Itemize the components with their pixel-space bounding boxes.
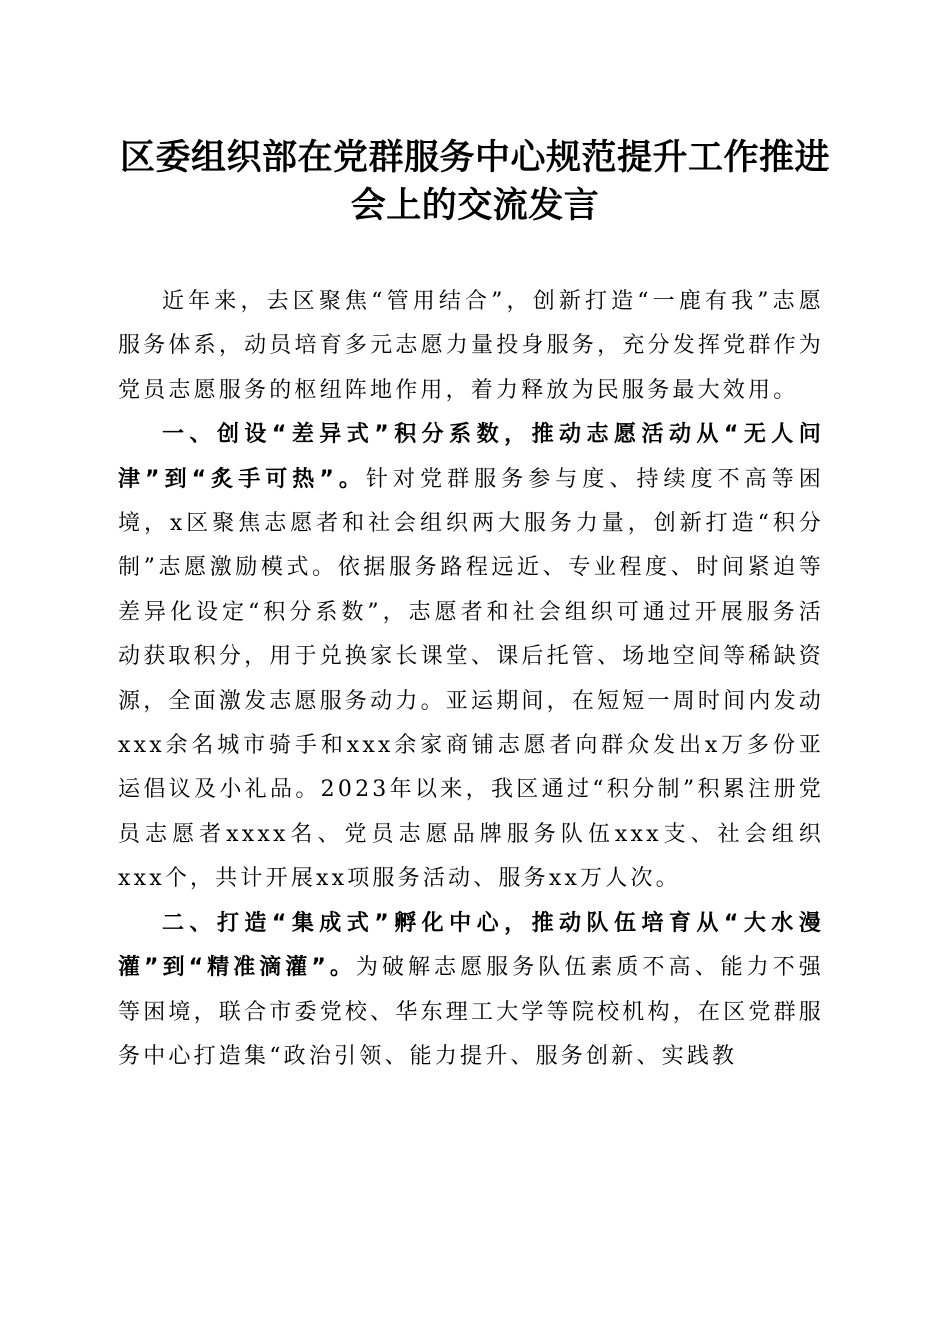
intro-paragraph <box>118 280 824 413</box>
document-title: 区委组织部在党群服务中心规范提升工作推进会上的交流发言 <box>119 137 830 226</box>
section-one-paragraph <box>118 413 824 901</box>
section-one-heading: 一、创设“差异式”积分系数，推动志愿活动从“无人问津”到“炙手可热”。 <box>118 422 824 492</box>
document-body <box>118 280 824 1079</box>
section-two-heading: 二、打造“集成式”孵化中心，推动队伍培育从“大水漫灌”到“精准滴灌”。 <box>118 910 824 981</box>
section-two-paragraph <box>118 902 824 1080</box>
paragraph-text: 为破解志愿服务队伍素质不高、能力不强等困境，联合市委党校、华东理工大学等院校机构，在区党群服务中心打造集“政治引领、能力提升、服务创新、实践教 <box>118 955 824 1069</box>
paragraph-text: 针对党群服务参与度、持续度不高等困境，x区聚焦志愿者和社会组织两大服务力量，创新打造“积分制”志愿激励模式。依据服务路程远近、专业程度、时间紧迫等差异化设定“积分系数”，志愿者和社会组织可通过开展服务活动获取积分，用于兑换家长课堂、课后托管、场地空间等稀缺资源，全面激发志愿服务动力。亚运期间，在短短一周时间内发动xxx余名城市骑手和xxx余家商铺志愿者向群众发出x万多份亚运倡议及小礼品。2023年以来，我区通过“积分制”积累注册党员志愿者xxxx名、党员志愿品牌服务队伍xxx支、社会组织xxx个，共计开展xx项服务活动、服务xx万人次。 <box>118 466 824 892</box>
paragraph-text: 近年来，去区聚焦“管用结合”，创新打造“一鹿有我”志愿服务体系，动员培育多元志愿力量投身服务，充分发挥党群作为党员志愿服务的枢纽阵地作用，着力释放为民服务最大效用。 <box>118 289 824 403</box>
